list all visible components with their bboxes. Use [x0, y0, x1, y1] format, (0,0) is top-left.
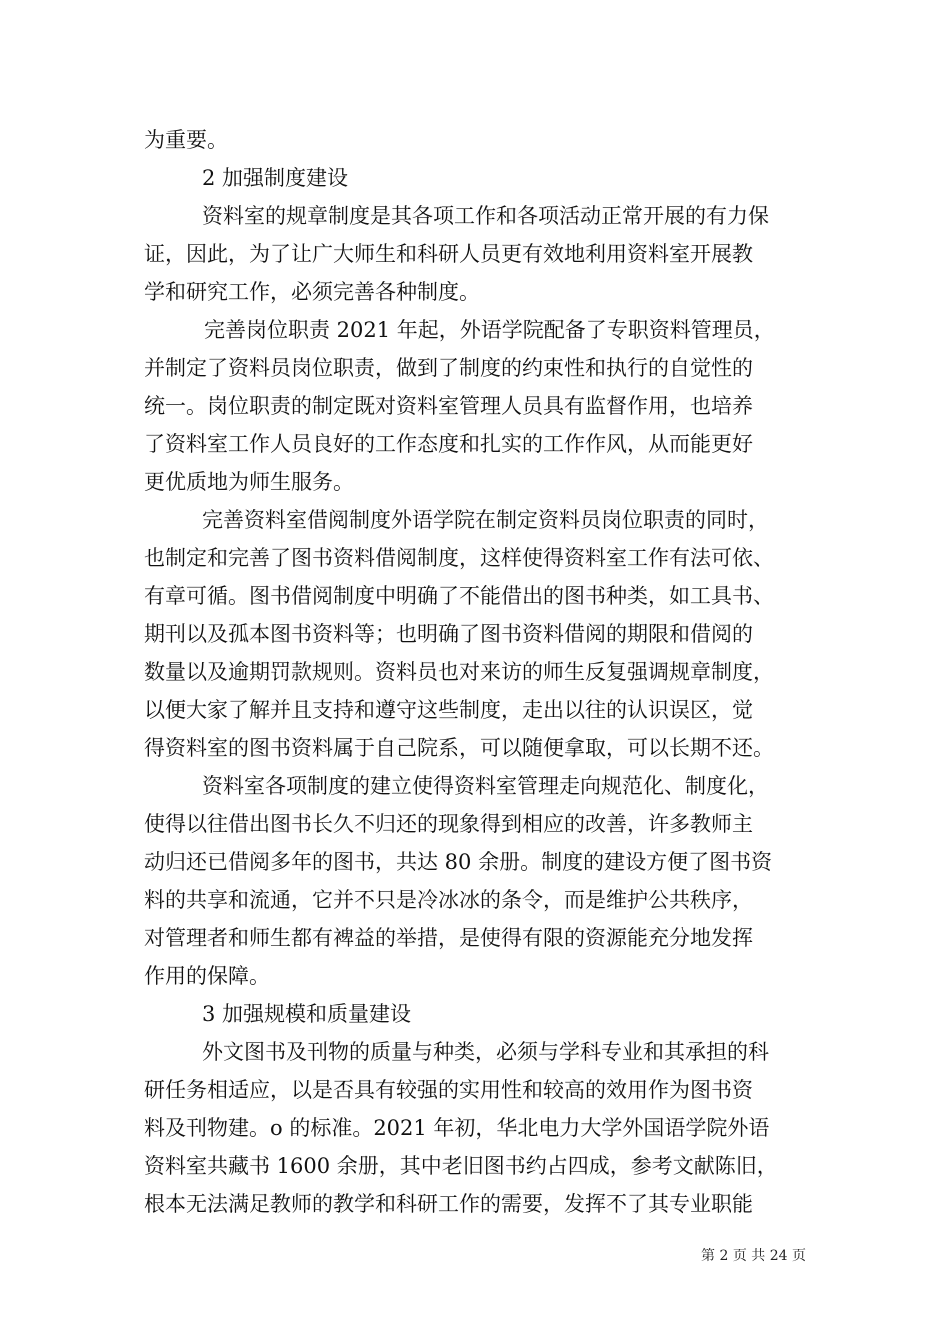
paragraph-line: 以便大家了解并且支持和遵守这些制度，走出以往的认识误区，觉 [144, 698, 753, 722]
paragraph-line: 证，因此，为了让广大师生和科研人员更有效地利用资料室开展教 [144, 242, 753, 266]
paragraph-line: 也制定和完善了图书资料借阅制度，这样使得资料室工作有法可依、 [144, 546, 774, 570]
paragraph-line: 使得以往借出图书长久不归还的现象得到相应的改善，许多教师主 [144, 812, 753, 836]
paragraph-line: 料及刊物建。o 的标准。2021 年初，华北电力大学外国语学院外语 [144, 1116, 770, 1140]
paragraph-line: 研任务相适应，以是否具有较强的实用性和较高的效用作为图书资 [144, 1078, 753, 1102]
paragraph-line: 资料室各项制度的建立使得资料室管理走向规范化、制度化， [202, 774, 769, 798]
paragraph-line: 学和研究工作，必须完善各种制度。 [144, 280, 480, 304]
paragraph-line: 期刊以及孤本图书资料等；也明确了图书资料借阅的期限和借阅的 [144, 622, 753, 646]
paragraph-line: 更优质地为师生服务。 [144, 470, 354, 494]
paragraph-line: 对管理者和师生都有裨益的举措，是使得有限的资源能充分地发挥 [144, 926, 753, 950]
paragraph-line: 根本无法满足教师的教学和科研工作的需要，发挥不了其专业职能 [144, 1192, 753, 1216]
section-heading: 2 加强制度建设 [202, 166, 349, 190]
paragraph-line: 统一。岗位职责的制定既对资料室管理人员具有监督作用，也培养 [144, 394, 753, 418]
paragraph-line: 了资料室工作人员良好的工作态度和扎实的工作作风，从而能更好 [144, 432, 753, 456]
paragraph-line: 得资料室的图书资料属于自己院系，可以随便拿取，可以长期不还。 [144, 736, 774, 760]
paragraph-line: 资料室共藏书 1600 余册，其中老旧图书约占四成，参考文献陈旧， [144, 1154, 778, 1178]
paragraph-line: 数量以及逾期罚款规则。资料员也对来访的师生反复强调规章制度， [144, 660, 774, 684]
paragraph-line: 作用的保障。 [144, 964, 270, 988]
page-number: 第 2 页 共 24 页 [701, 1248, 806, 1264]
paragraph-line: 并制定了资料员岗位职责，做到了制度的约束性和执行的自觉性的 [144, 356, 753, 380]
paragraph-line: 完善岗位职责 2021 年起，外语学院配备了专职资料管理员， [204, 318, 775, 342]
paragraph-line: 资料室的规章制度是其各项工作和各项活动正常开展的有力保 [202, 204, 769, 228]
document-body [144, 121, 810, 1223]
paragraph-line: 完善资料室借阅制度外语学院在制定资料员岗位职责的同时， [202, 508, 769, 532]
paragraph-line: 为重要。 [144, 128, 228, 152]
paragraph-line: 外文图书及刊物的质量与种类，必须与学科专业和其承担的科 [202, 1040, 769, 1064]
section-heading: 3 加强规模和质量建设 [202, 1002, 412, 1026]
paragraph-line: 有章可循。图书借阅制度中明确了不能借出的图书种类，如工具书、 [144, 584, 774, 608]
paragraph-line: 动归还已借阅多年的图书，共达 80 余册。制度的建设方便了图书资 [144, 850, 773, 874]
paragraph-line: 料的共享和流通，它并不只是冷冰冰的条令，而是维护公共秩序， [144, 888, 753, 912]
